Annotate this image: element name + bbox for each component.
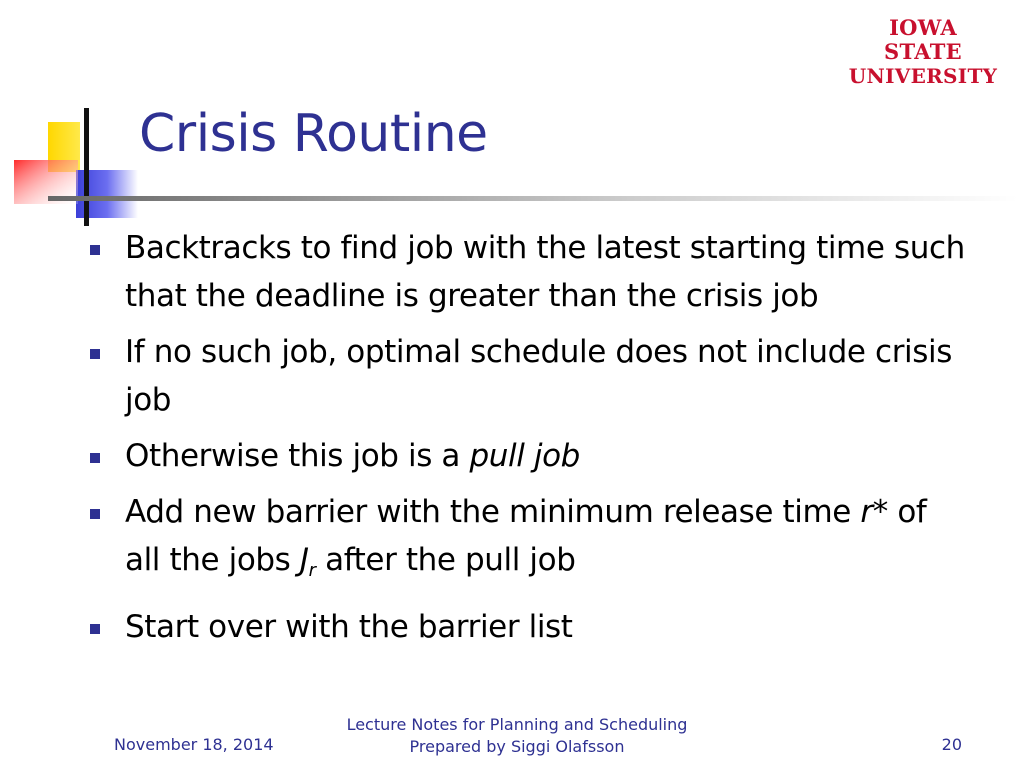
bullet-square-icon — [90, 349, 100, 359]
bullet-text: Start over with the barrier list — [125, 609, 573, 645]
bullet-list — [88, 224, 968, 659]
bullet-square-icon — [90, 245, 100, 255]
logo-line2: UNIVERSITY — [848, 64, 998, 88]
page-number: 20 — [941, 735, 962, 754]
bullet-var-r: r — [860, 494, 873, 530]
bullet-square-icon — [90, 624, 100, 634]
bullet-item — [88, 432, 968, 480]
bullet-square-icon — [90, 509, 100, 519]
bullet-text: Otherwise this job is a — [125, 438, 470, 474]
university-logo — [848, 16, 998, 88]
bullet-text: * of all the jobs — [125, 494, 927, 578]
bullet-item — [88, 603, 968, 651]
bullet-item — [88, 328, 968, 424]
footer-course: Lecture Notes for Planning and Scheduling — [346, 715, 688, 734]
bullet-square-icon — [90, 453, 100, 463]
bullet-item — [88, 224, 968, 320]
bullet-var-j: J — [299, 542, 309, 578]
bullet-item — [88, 488, 968, 595]
footer-date: November 18, 2014 — [114, 735, 274, 754]
slide-title: Crisis Routine — [139, 104, 488, 164]
bullet-text: If no such job, optimal schedule does not include crisis job — [125, 334, 952, 418]
bullet-subscript: r — [308, 560, 316, 581]
bullet-text: Backtracks to find job with the latest starting time such that the deadline is greater than the crisis job — [125, 230, 965, 314]
footer-author: Prepared by Siggi Olafsson — [409, 737, 625, 756]
bullet-text: Add new barrier with the minimum release time — [125, 494, 861, 530]
bullet-emphasis: pull job — [469, 438, 580, 474]
bullet-text: after the pull job — [315, 542, 576, 578]
footer-center — [312, 714, 722, 758]
logo-line1: IOWA STATE — [884, 15, 962, 64]
